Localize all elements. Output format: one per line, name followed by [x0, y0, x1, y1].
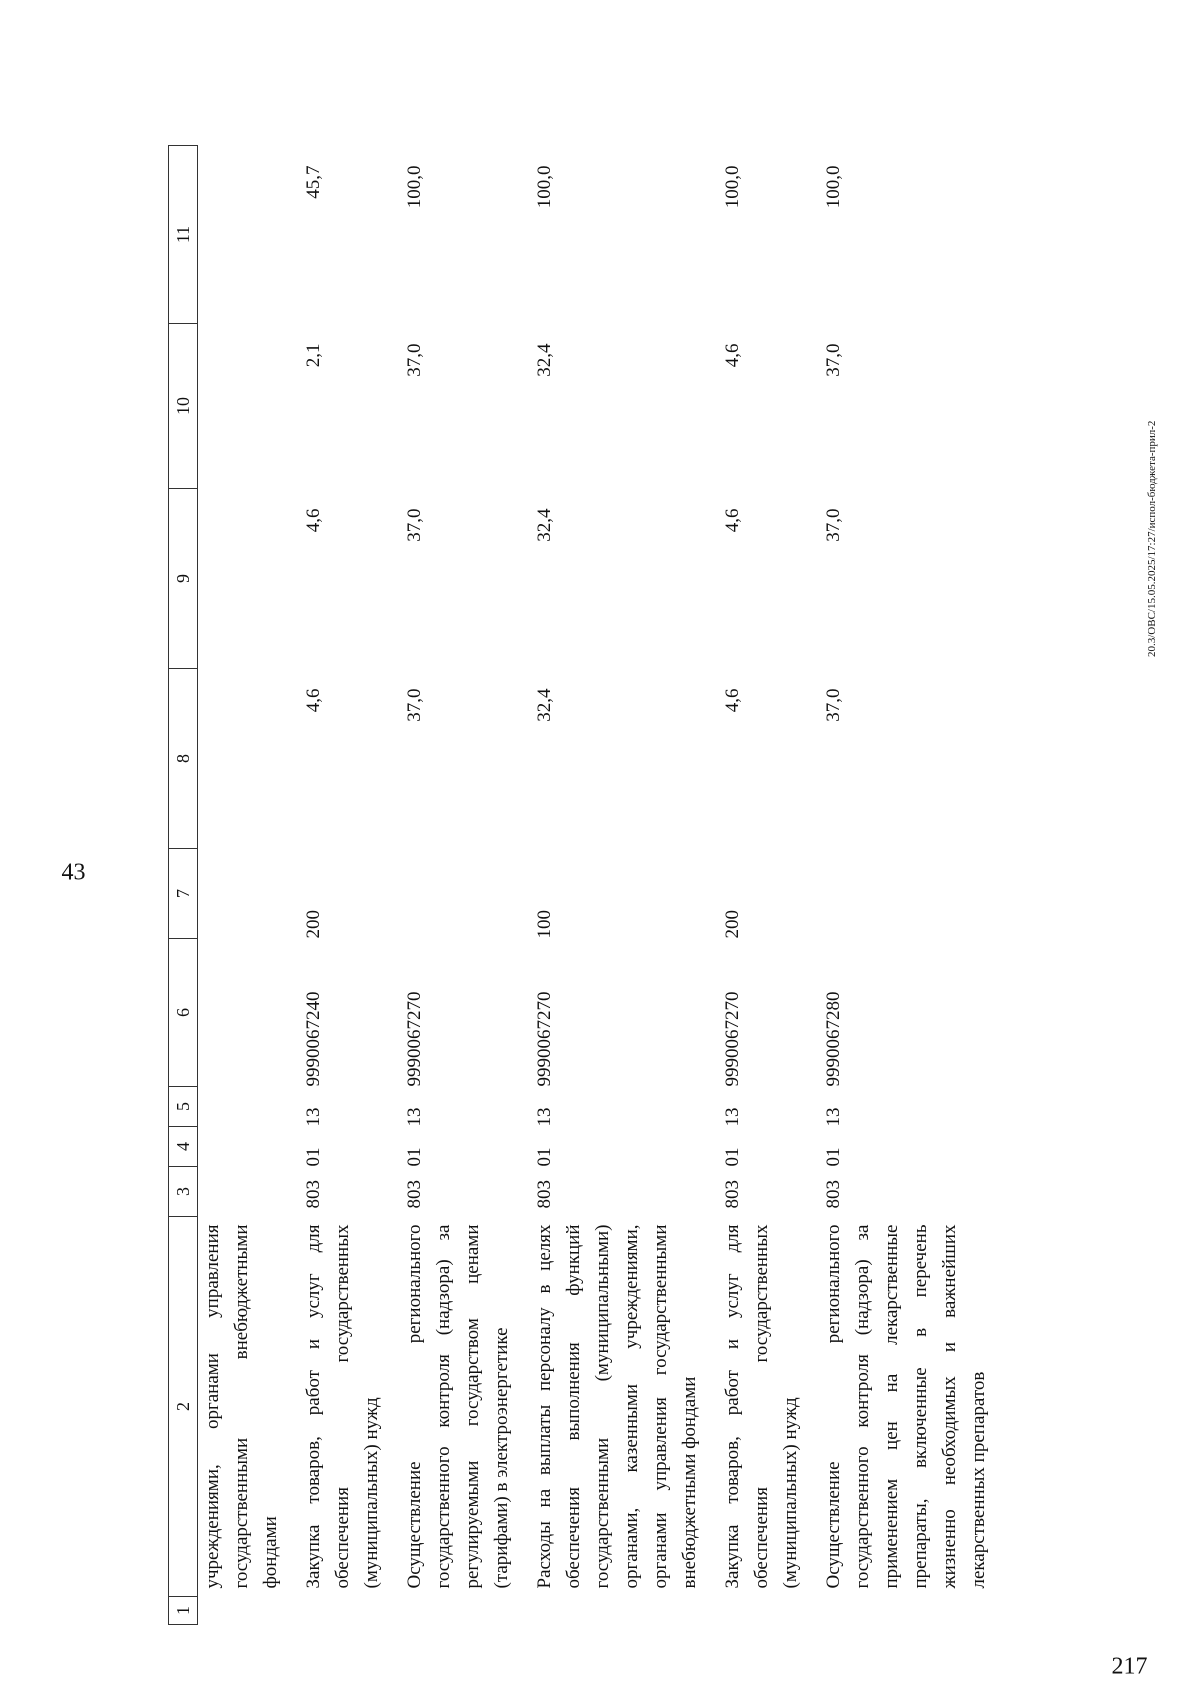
cell-6: 9990067270: [722, 991, 743, 1087]
cell-7: [198, 849, 300, 939]
cell-6: 9990067270: [404, 991, 425, 1087]
cell-3: [198, 1167, 300, 1217]
row-name: Закупка товаров, работ и услуг для обеспечения государственных (муниципальных) нужд: [722, 1224, 801, 1589]
cell-10: [198, 324, 300, 489]
cell-11: [198, 146, 300, 324]
cell-7: 100: [534, 910, 555, 939]
cell-7: [400, 849, 530, 939]
cell-10: 4,6: [722, 343, 743, 368]
cell-6: 9990067240: [303, 991, 324, 1087]
file-code: 20.3/ОВС/15.05.2025/17:27/испол-бюджета-прил-2: [1146, 420, 1158, 657]
cell-4: 01: [823, 1147, 844, 1167]
header-col-2: 2: [169, 1217, 198, 1597]
cell-9: 4,6: [722, 508, 743, 533]
cell-5: 13: [823, 1107, 844, 1127]
cell-10: 37,0: [404, 343, 425, 377]
table-row: [819, 146, 1007, 1625]
cell-10: 2,1: [303, 343, 324, 368]
cell-4: 01: [303, 1147, 324, 1167]
cell-7: 200: [303, 910, 324, 939]
header-col-10: 10: [169, 324, 198, 489]
table-row: [530, 146, 718, 1625]
header-col-5: 5: [169, 1087, 198, 1127]
cell-11: 100,0: [404, 165, 425, 209]
cell-7: 200: [722, 910, 743, 939]
cell-5: [198, 1087, 300, 1127]
header-col-3: 3: [169, 1167, 198, 1217]
cell-8: 37,0: [823, 688, 844, 722]
header-col-4: 4: [169, 1127, 198, 1167]
cell-6: [198, 939, 300, 1087]
cell-9: 37,0: [404, 508, 425, 542]
cell-8: 37,0: [404, 688, 425, 722]
header-col-7: 7: [169, 849, 198, 939]
cell-5: 13: [534, 1107, 555, 1127]
cell-5: 13: [722, 1107, 743, 1127]
header-col-11: 11: [169, 146, 198, 324]
table-row: [400, 146, 530, 1625]
budget-table: [168, 145, 1007, 1625]
cell-9: 37,0: [823, 508, 844, 542]
row-name: Расходы на выплаты персоналу в целях обеспечения выполнения функций государственными (муниципальными) органами, казенными учреждениями, органами управления государственными внебюджетными фондами: [534, 1224, 700, 1589]
table-row: [299, 146, 400, 1625]
cell-11: 45,7: [303, 165, 324, 199]
cell-9: [198, 489, 300, 669]
cell-3: 803: [303, 1180, 324, 1209]
cell-3: 803: [823, 1180, 844, 1209]
header-col-6: 6: [169, 939, 198, 1087]
cell-10: 37,0: [823, 343, 844, 377]
cell-4: 01: [534, 1147, 555, 1167]
header-col-9: 9: [169, 489, 198, 669]
table-row: [718, 146, 819, 1625]
cell-6: 9990067280: [823, 991, 844, 1087]
cell-9: 32,4: [534, 508, 555, 542]
row-name: Осуществление регионального государственного контроля (надзора) за применением цен на лекарственные препараты, включенные в перечень жизненно необходимых и важнейших лекарственных препаратов: [823, 1224, 989, 1589]
cell-11: 100,0: [823, 165, 844, 209]
sheet-number: 217: [1111, 1653, 1148, 1680]
cell-7: [819, 849, 1007, 939]
cell-4: 01: [722, 1147, 743, 1167]
page-number: 43: [61, 859, 86, 886]
header-col-8: 8: [169, 669, 198, 849]
cell-3: 803: [722, 1180, 743, 1209]
cell-9: 4,6: [303, 508, 324, 533]
cell-8: 4,6: [722, 688, 743, 713]
row-name: Закупка товаров, работ и услуг для обеспечения государственных (муниципальных) нужд: [303, 1224, 382, 1589]
header-col-1: 1: [169, 1597, 198, 1625]
cell-5: 13: [303, 1107, 324, 1127]
row-name: учреждениями, органами управления государственными внебюджетными фондами: [202, 1224, 281, 1589]
cell-11: 100,0: [534, 165, 555, 209]
cell-8: [198, 669, 300, 849]
cell-3: 803: [404, 1180, 425, 1209]
cell-5: 13: [404, 1107, 425, 1127]
table-row: [198, 146, 300, 1625]
cell-11: 100,0: [722, 165, 743, 209]
cell-8: 32,4: [534, 688, 555, 722]
cell-3: 803: [534, 1180, 555, 1209]
cell-8: 4,6: [303, 688, 324, 713]
cell-10: 32,4: [534, 343, 555, 377]
cell-6: 9990067270: [534, 991, 555, 1087]
cell-4: 01: [404, 1147, 425, 1167]
header-row: [169, 146, 198, 1625]
row-name: Осуществление регионального государственного контроля (надзора) за регулируемыми государством ценами (тарифами) в электроэнергетике: [404, 1224, 512, 1589]
cell-4: [198, 1127, 300, 1167]
